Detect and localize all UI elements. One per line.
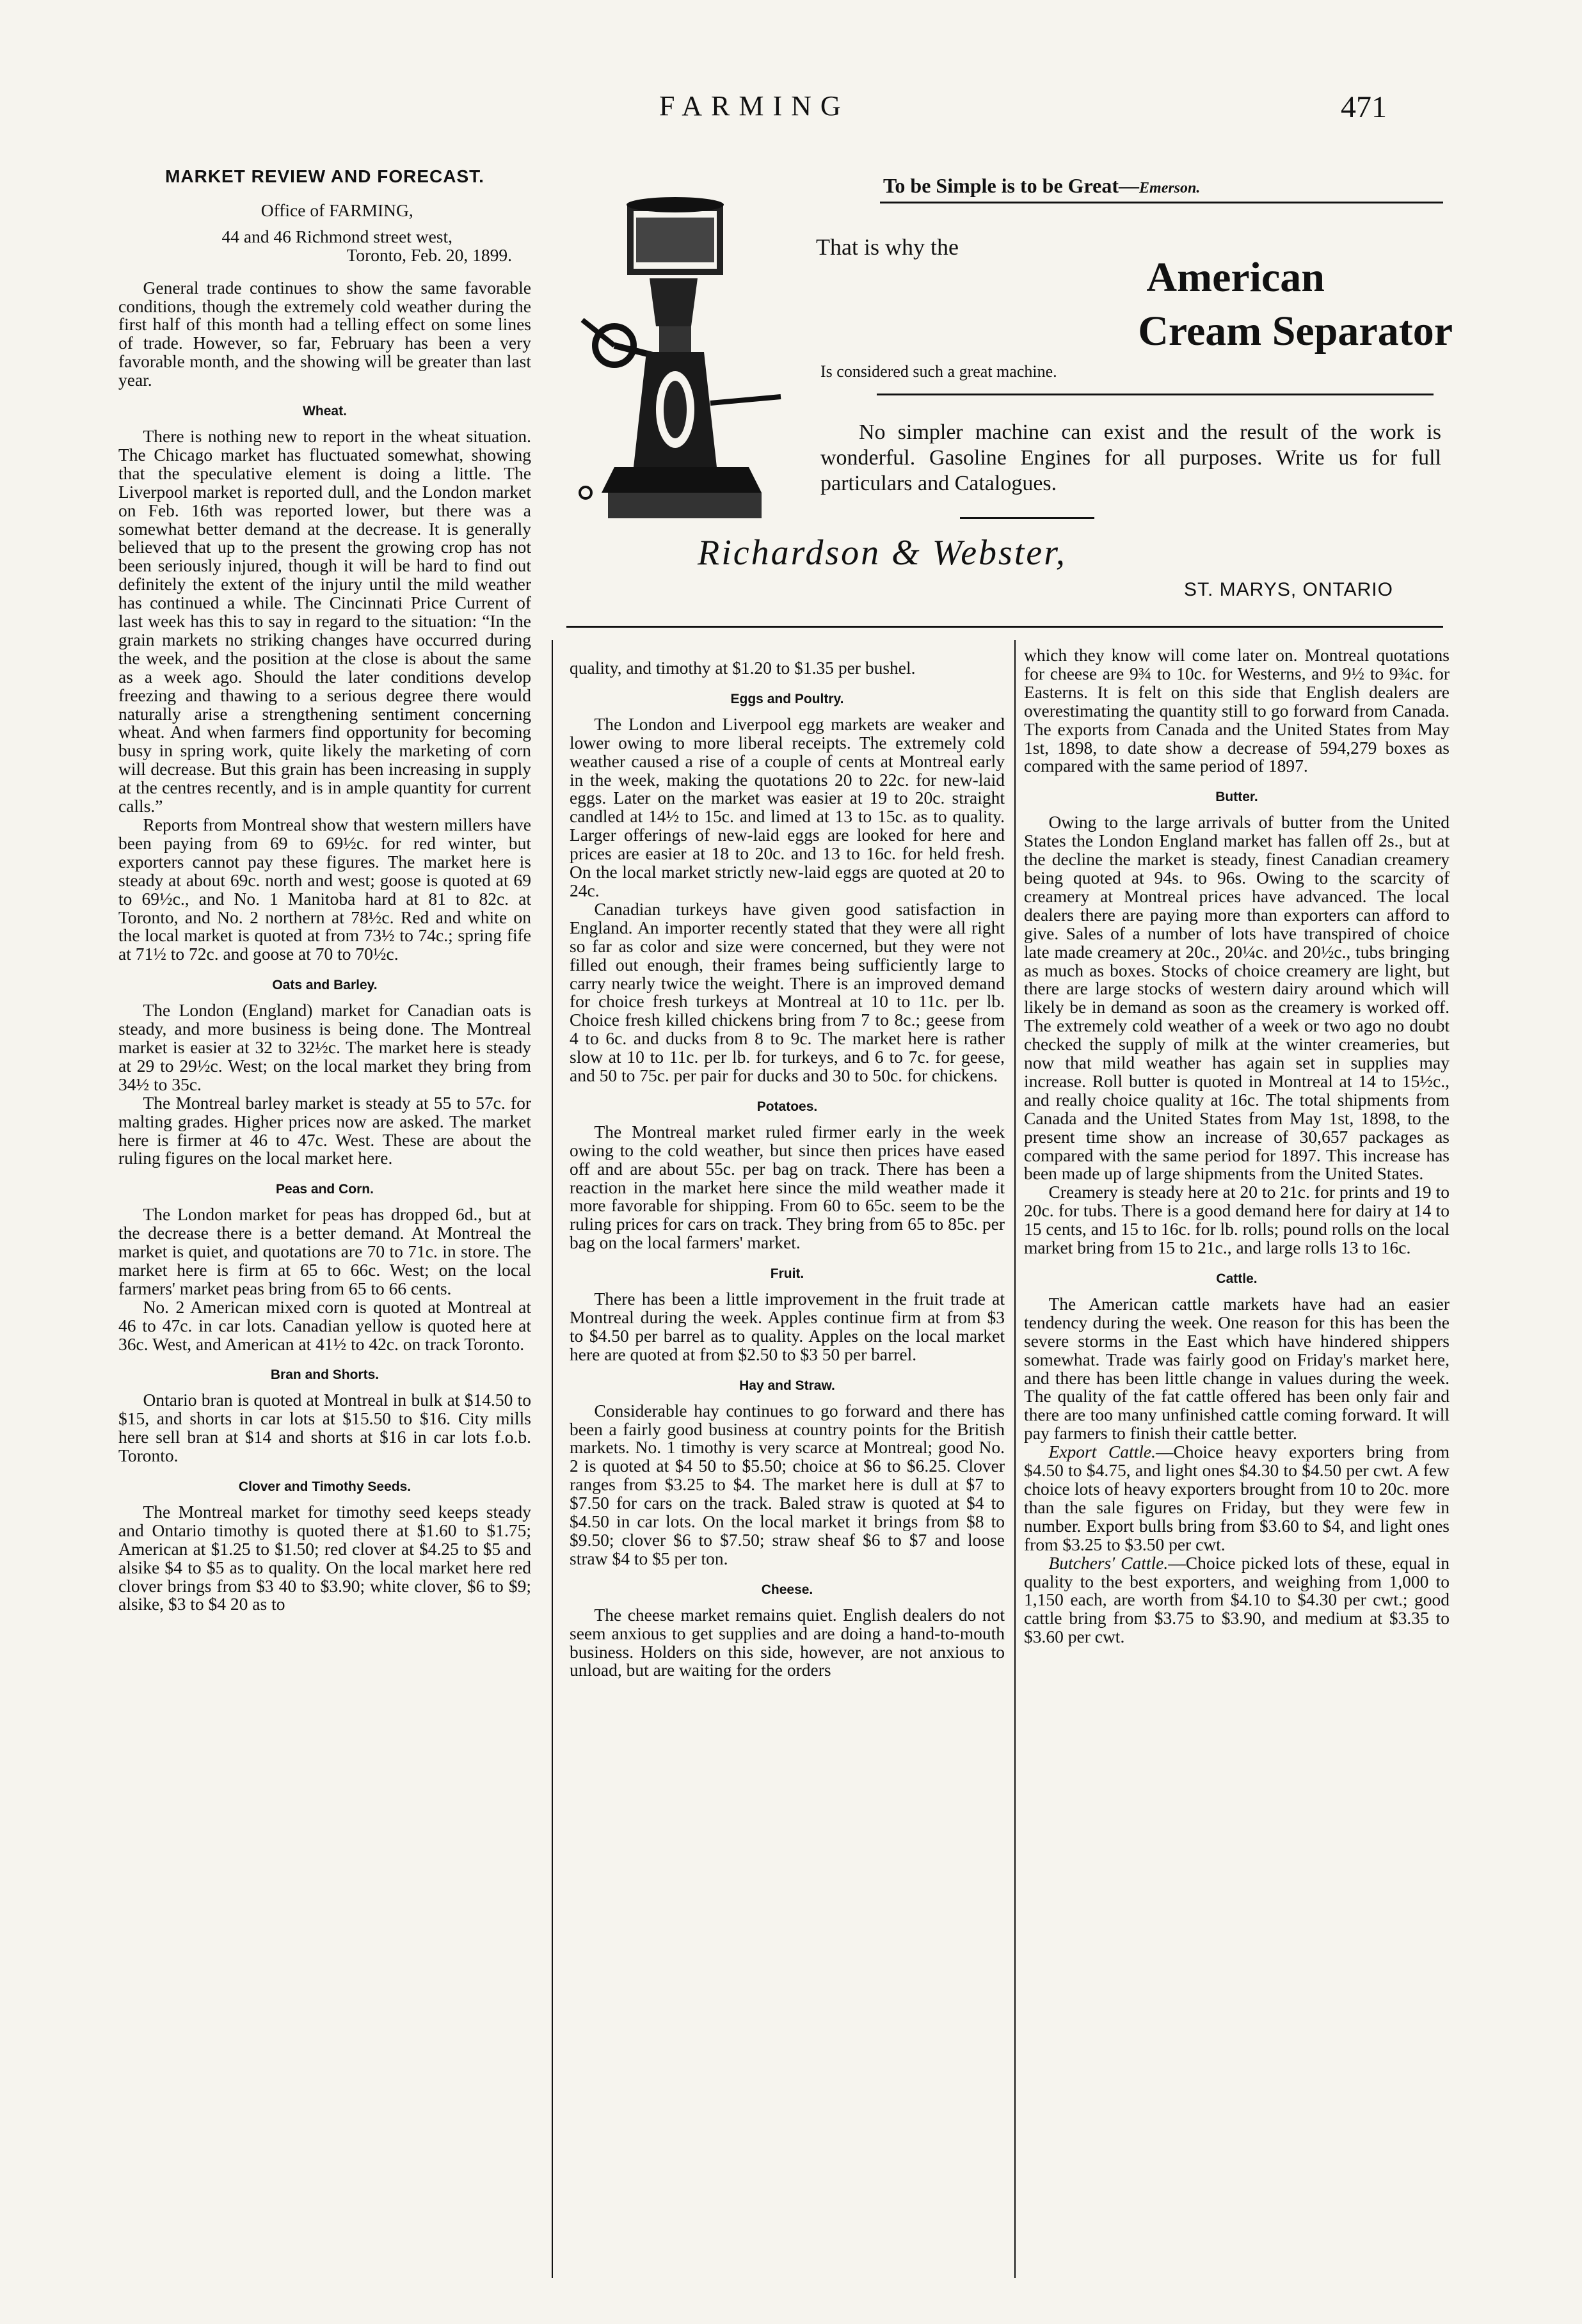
intro-paragraph: General trade continues to show the same favorable conditions, though the extremely cold weather during the first half of this month had a telling effect on some lines of trade. However, so far, February has been a very favorable month, and the showing will be greater than last year. (118, 277, 531, 390)
peas-paragraph-2: No. 2 American mixed corn is quoted at Montreal at 46 to 47c. in car lots. Canadian yellow is quoted here at 36c. West, and American at 41½ to 42c. on track Toronto. (118, 1296, 531, 1354)
heading-oats: Oats and Barley. (272, 978, 378, 993)
ad-company: Richardson & Webster, (698, 533, 1067, 573)
cream-separator-illustration (570, 192, 806, 534)
ad-rule-short (960, 517, 1094, 519)
seeds-paragraph-cont: quality, and timothy at $1.20 to $1.35 per bushel. (570, 658, 916, 678)
ad-rule-top (880, 202, 1443, 203)
butter-paragraph-1: Owing to the large arrivals of butter from the United States the London England market has fallen off 2s., but at the decline the market is steady, finest Canadian creamery being quoted at 94s. to 96s. Owing to the scarcity of creamery at Montreal prices have advanced. The local dealers there are paying more than exporters can afford to give. Sales of a number of lots have transpired of choice late made creamery at 20c., 20¼c. and 20½c., tubs bringing as much as boxes. Stocks of choice creamery are light, but there are large stocks of western dairy around which will likely be in demand as soon as the creamery is worked off. The extremely cold weather of a week or two ago no doubt checked the supply of milk at the winter creameries, but now that mild weather has again set in supplies may increase. Roll butter is quoted in Montreal at 14 to 15½c., and really choice quality at 16c. The total shipments from Canada and the United States from May 1st, 1898, to the present time show an increase of 30,657 packages as compared with the same period for 1897. This increase has been made up of large shipments from the United States. (1024, 812, 1450, 1184)
heading-wheat: Wheat. (303, 404, 347, 419)
column-divider-1 (552, 640, 553, 2278)
seeds-paragraph-1: The Montreal market for timothy seed keeps steady and Ontario timothy is quoted there at $1.60 to $1.75; American at $1.25 to $1.50; red clover at $4.25 to $5 and alsike $4 to $5 as to quality. On the local market here red clover brings from $3 40 to $3.90; white clover, $6 to $9; alsike, $3 to $4 20 as to (118, 1501, 531, 1614)
ad-headline-line1: American (1146, 254, 1325, 301)
ad-subline: Is considered such a great machine. (820, 362, 1057, 381)
market-title: MARKET REVIEW AND FORECAST. (165, 166, 484, 186)
column-2 (570, 659, 1005, 1680)
oats-paragraph-2: The Montreal barley market is steady at 55 to 57c. for malting grades. Higher prices now are asked. The market here is firmer at 46 to 47c. West. These are about the ruling figures on the local market here. (118, 1092, 531, 1168)
heading-bran: Bran and Shorts. (270, 1367, 380, 1383)
street-line: 44 and 46 Richmond street west, (221, 226, 452, 246)
column-1 (118, 168, 531, 1614)
fruit-paragraph-1: There has been a little improvement in the fruit trade at Montreal during the week. Apples continue firm at from $3 to $4.50 per barrel as to quality. Apples on the local market here are quoted at from $2.50 to $3 50 per barrel. (570, 1289, 1005, 1364)
cattle-paragraph-1: The American cattle markets have had an easier tendency during the week. One reason for this has been the severe storms in the East which have hindered shippers somewhat. Trade was fairly good on Friday's market here, and there has been little change in values during the week. The quality of the fat cattle offered has been only fair and there are too many unfinished cattle coming forward. It will pay farmers to finish their cattle better. (1024, 1293, 1450, 1444)
ad-rule-mid (877, 394, 1434, 395)
wheat-paragraph-2: Reports from Montreal show that western millers have been paying from 69 to 69½c. for red winter, but exporters cannot pay these figures. The market here is steady at about 69c. north and west; goose is quoted at 69 to 69½c., and No. 1 Manitoba hard at 81 to 82c. at Toronto, and No. 2 northern at 78½c. Red and white on the local market is quoted at from 73½ to 74c.; spring fife at 71½ to 72c. and goose at 70 to 70½c. (118, 815, 531, 964)
ad-tagline (883, 174, 1200, 198)
date-line: Toronto, Feb. 20, 1899. (346, 244, 512, 265)
heading-hay: Hay and Straw. (739, 1378, 835, 1393)
heading-peas: Peas and Corn. (276, 1182, 374, 1197)
potatoes-paragraph-1: The Montreal market ruled firmer early in the week owing to the cold weather, but since then prices have eased off and are about 55c. per bag on track. There has been a reaction in the market here since the mild weather made it more favorable for shipping. From 60 to 65c. seem to be the ruling prices for cars on track. They bring from 65 to 85c. per bag on the local farmers' market. (570, 1121, 1005, 1253)
ad-body (820, 420, 1441, 497)
wheat-paragraph-1: There is nothing new to report in the wheat situation. The Chicago market has fluctuated somewhat, showing that the speculative element is doing a little. The Liverpool market is reported dull, and the London market on Feb. 16th was reported lower, but there was a somewhat better demand at the decrease. It is generally believed that up to the present the growing crop has not been seriously injured, though it will be hard to find out definitely the extent of the injury until the mild weather has continued a while. The Cincinnati Price Current of last week has this to say in regard to the situation: “In the grain markets no striking changes have occurred during the week, and the position at the close is about the same as a week ago. Should the later conditions develop freezing and thawing to a serious degree there would naturally arise a strengthening sentiment concerning wheat. And when farmers find opportunity for becoming busy in spring work, quite likely the marketing of corn will decrease. But this grain has been increasing in supply at the centres recently, and is in ample quantity for current calls.” (118, 426, 531, 816)
bran-paragraph-1: Ontario bran is quoted at Montreal in bulk at $14.50 to $15, and shorts in car lots at $15.50 to $16. City mills here sell bran at $14 and shorts at $16 in car lots f.o.b. Toronto. (118, 1390, 531, 1466)
export-cattle-text: —Choice heavy exporters bring from $4.50 to $4.75, and light ones $4.30 to $4.50 per cwt. A few choice lots of heavy exporters brought from 10 to 20c. more than the sale figures on Friday, but they were few in number. Export bulls bring from $3.60 to $4, and light ones from $3.25 to $3.50 per cwt. (1024, 1442, 1450, 1554)
butchers-cattle-text: —Choice picked lots of these, equal in quality to the best exporters, and weighing from 1,000 to 1,150 each, are worth from $4.10 to $4.30 per cwt.; good cattle bring from $3.75 to $3.90, and medium at $3.35 to $3.60 per cwt. (1024, 1552, 1450, 1647)
ad-lead-in: That is why the (816, 234, 959, 260)
peas-paragraph-1: The London market for peas has dropped 6d., but at the decrease there is a better demand. At Montreal the market is quiet, and quotations are 70 to 71c. in store. The market here is firm at 65 to 66c. West; on the local farmers' market peas bring from 65 to 66 cents. (118, 1204, 531, 1298)
page-header (0, 90, 1582, 141)
oats-paragraph-1: The London (England) market for Canadian oats is steady, and more business is being done. The Montreal market is easier at 32 to 32½c. The market here is steady at 29 to 29½c. West; on the local market they bring from 34½ to 35c. (118, 1000, 531, 1094)
heading-cattle: Cattle. (1216, 1271, 1258, 1286)
ad-rule-bottom (566, 626, 1443, 628)
export-cattle-label: Export Cattle. (1048, 1442, 1156, 1462)
ad-headline-line2: Cream Separator (1138, 308, 1453, 354)
butchers-cattle-paragraph (1024, 1554, 1450, 1647)
ad-tagline-text: To be Simple is to be Great— (883, 174, 1140, 197)
ad-body-text: No simpler machine can exist and the result of the work is wonderful. Gasoline Engines for all purposes. Write us for full particulars and Catalogues. (820, 420, 1441, 495)
ad-city: ST. MARYS, ONTARIO (1184, 579, 1393, 600)
heading-cheese: Cheese. (761, 1582, 813, 1597)
ad-tagline-author: Emerson. (1139, 180, 1201, 196)
ad-headline (845, 251, 1453, 358)
heading-eggs: Eggs and Poultry. (730, 691, 844, 706)
heading-potatoes: Potatoes. (756, 1099, 818, 1114)
butchers-cattle-label: Butchers' Cattle. (1048, 1552, 1169, 1573)
running-title: FARMING (659, 90, 850, 122)
cheese-paragraph-cont: which they know will come later on. Montreal quotations for cheese are 9¾ to 10c. for Westerns, and 9½ to 9¾c. for Easterns. It is felt on this side that English dealers are overestimating the quantity still to go forward from Canada. The exports from Canada and the United States from May 1st, 1898, to date show a decrease of 594,279 boxes as compared with the same period of 1897. (1024, 645, 1450, 776)
eggs-paragraph-1: The London and Liverpool egg markets are weaker and lower owing to more liberal receipts. The extremely cold weather caused a rise of a couple of cents at Montreal early in the week, making the quotations 20 to 22c. for new-laid eggs. Later on the market was easier at 19 to 20c. straight candled at 14½ to 15c. and limed at 13 to 15c. as to quality. Larger offerings of new-laid eggs are looked for here and prices are easier at 18 to 20c. and 13 to 16c. for held fresh. On the local market strictly new-laid eggs are quoted at 20 to 24c. (570, 713, 1005, 900)
heading-seeds: Clover and Timothy Seeds. (238, 1479, 411, 1494)
column-divider-2 (1014, 640, 1016, 2278)
butter-paragraph-2: Creamery is steady here at 20 to 21c. for prints and 19 to 20c. for tubs. There is a good demand here for dairy at 14 to 15 cents, and 15 to 16c. for lb. rolls; pound rolls on the local market bring from 15 to 21c., and large rolls 13 to 16c. (1024, 1182, 1450, 1258)
heading-fruit: Fruit. (770, 1266, 804, 1282)
export-cattle-paragraph (1024, 1443, 1450, 1554)
page-number: 471 (1341, 90, 1387, 124)
column-3 (1024, 646, 1450, 1646)
cheese-paragraph-1: The cheese market remains quiet. English dealers do not seem anxious to get supplies and are doing a hand-to-mouth business. Holders on this side, however, are not anxious to unload, but are waiting for the orders (570, 1604, 1005, 1680)
hay-paragraph-1: Considerable hay continues to go forward and there has been a fairly good business at country points for the British markets. No. 1 timothy is very scarce at Montreal; good No. 2 is quoted at $4 50 to $5.50; choice at $6 to $6.25. Clover ranges from $3.25 to $4. The market here is dull at $7 to $7.50 for cars on the track. Baled straw is quoted at $4 to $4.50 in car lots. On the local market it brings from $8 to $9.50; clover $6 to $7.50; straw sheaf $6 to $7 and loose straw $4 to $5 per ton. (570, 1400, 1005, 1568)
office-line: Office of FARMING, (260, 200, 413, 220)
eggs-paragraph-2: Canadian turkeys have given good satisfaction in England. An importer recently stated that they were all right so far as color and size were concerned, but they were not filled out enough, their frames being sufficiently large to carry nearly twice the weight. There is an improved demand for choice fresh turkeys at Montreal at 10 to 11c. per lb. Choice fresh killed chickens bring from 7 to 8c.; geese from 4 to 6c. and ducks from 8 to 9c. The market here is rather slow at 10 to 11c. per lb. for turkeys, and 6 to 7c. for geese, and 50 to 75c. per pair for ducks and 30 to 50c. for chickens. (570, 898, 1005, 1086)
heading-butter: Butter. (1215, 790, 1258, 805)
